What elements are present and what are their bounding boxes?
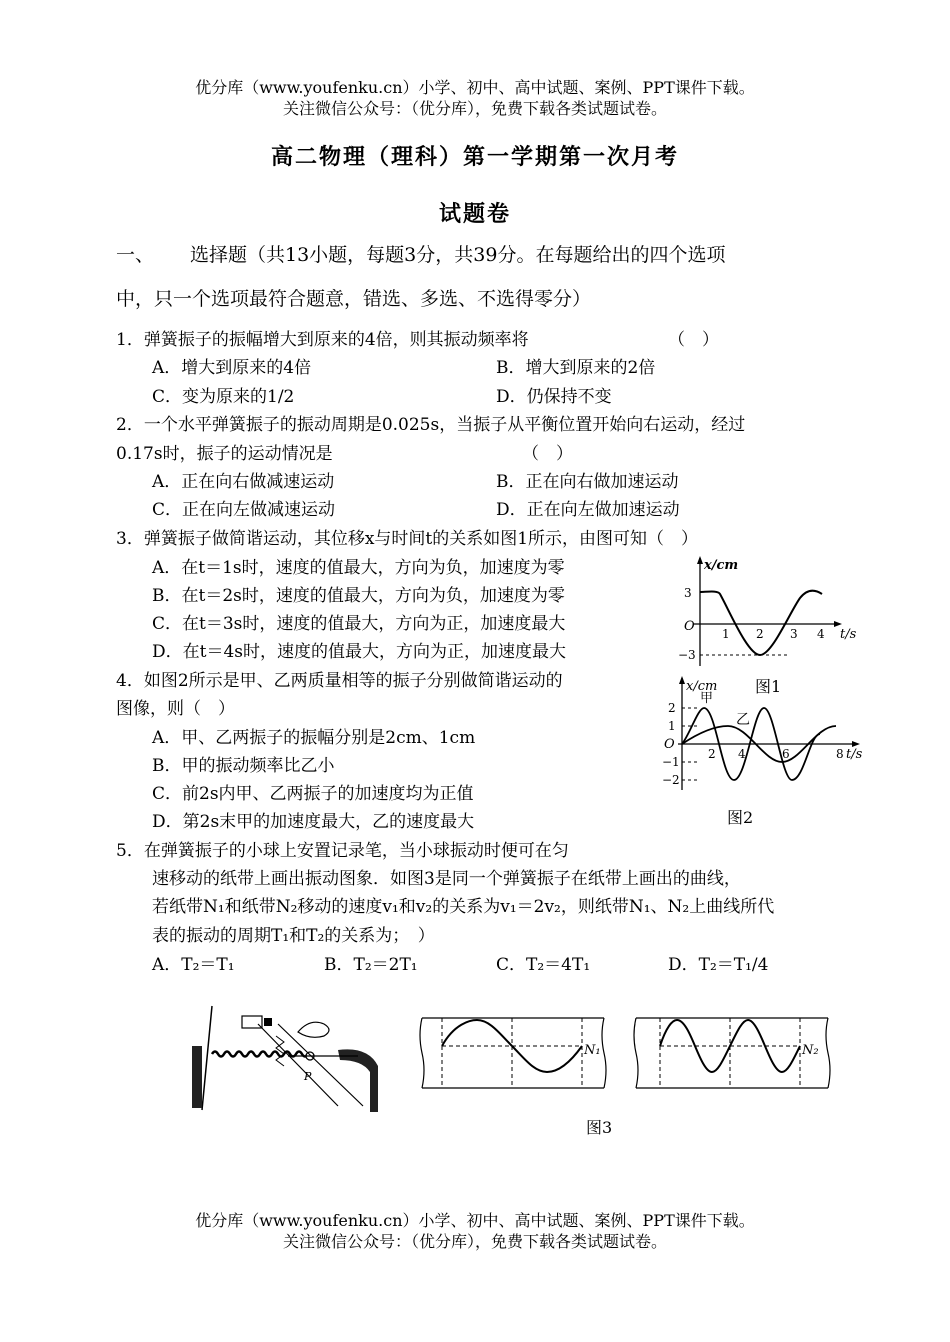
q4-option-a: A．甲、乙两振子的振幅分别是2cm、1cm <box>152 728 476 748</box>
paper-tape-edge-1 <box>258 1024 338 1106</box>
q4-option-d: D．第2s末甲的加速度最大，乙的速度最大 <box>152 812 475 832</box>
figure-3-caption: 图3 <box>586 1118 613 1137</box>
tape-n1-left-tear <box>420 1018 424 1088</box>
section-instructions-line-2: 中，只一个选项最符合题意，错选、多选、不选得零分） <box>116 288 592 310</box>
fig2-y-tick-2: 2 <box>668 701 676 715</box>
q5-option-c: C．T₂＝4T₁ <box>496 955 591 975</box>
exam-subtitle: 试题卷 <box>438 201 511 227</box>
q4-option-c: C．前2s内甲、乙两振子的加速度均为正值 <box>152 784 474 804</box>
q3-option-d: D．在t＝4s时，速度的值最大，方向为正，加速度最大 <box>152 642 567 662</box>
q5-stem-line-2: 速移动的纸带上画出振动图象．如图3是同一个弹簧振子在纸带上画出的曲线， <box>152 869 741 889</box>
q1-option-c: C．变为原来的1/2 <box>152 387 295 407</box>
exam-title: 高二物理（理科）第一学期第一次月考 <box>270 144 679 170</box>
q2-stem-line-2: 0.17s时，振子的运动情况是 <box>116 444 333 464</box>
fig1-x-tick-3: 3 <box>790 627 798 641</box>
q3-option-b: B．在t＝2s时，速度的值最大，方向为负，加速度为零 <box>152 586 565 606</box>
fig1-curve <box>700 591 822 655</box>
fig2-y-label: x/cm <box>686 679 718 694</box>
fig2-y-tick-1: 1 <box>668 719 676 733</box>
header-line-1: 优分库（www.youfenku.cn）小学、初中、高中试题、案例、PPT课件下载。 <box>195 78 755 97</box>
figure-1-graph <box>660 552 880 670</box>
section-instructions-line-1: 选择题（共13小题，每题3分，共39分。在每题给出的四个选项 <box>190 244 726 266</box>
q5-stem-line-3: 若纸带N₁和纸带N₂移动的速度v₁和v₂的关系为v₁＝2v₂，则纸带N₁、N₂上曲线所代 <box>152 897 775 917</box>
figure-3-apparatus <box>188 1004 400 1114</box>
q1-option-b: B．增大到原来的2倍 <box>496 358 656 378</box>
fig1-origin: O <box>684 619 695 634</box>
apparatus-left-stand <box>192 1046 202 1108</box>
fig1-x-label: t/s <box>840 627 857 642</box>
fig2-y-tick-neg1: −1 <box>662 755 680 769</box>
q2-option-a: A．正在向右做减速运动 <box>152 472 335 492</box>
figure-1-caption: 图1 <box>755 677 782 696</box>
q4-option-b: B．甲的振动频率比乙小 <box>152 756 335 776</box>
q4-stem-line-2: 图像，则（ ） <box>116 699 235 719</box>
q5-stem-line-1: 5．在弹簧振子的小球上安置记录笔，当小球振动时便可在匀 <box>116 841 569 861</box>
q5-option-a: A．T₂＝T₁ <box>152 955 235 975</box>
figure-3-tape-n1 <box>418 1014 608 1092</box>
apparatus-right-stand <box>338 1049 378 1112</box>
q3-option-c: C．在t＝3s时，速度的值最大，方向为正，加速度最大 <box>152 614 566 634</box>
tape-n2-label: N₂ <box>802 1043 819 1058</box>
fig1-y-arrow <box>697 556 703 564</box>
tape-n2-right-tear <box>826 1018 830 1088</box>
footer-line-2: 关注微信公众号：（优分库），免费下载各类试题试卷。 <box>282 1232 667 1251</box>
q5-option-d: D．T₂＝T₁/4 <box>668 955 769 975</box>
fig1-y-tick-3: 3 <box>684 586 692 600</box>
q2-answer-paren: （ ） <box>522 444 573 464</box>
q2-option-c: C．正在向左做减速运动 <box>152 500 336 520</box>
section-number: 一、 <box>116 244 155 266</box>
q2-option-d: D．正在向左做加速运动 <box>496 500 680 520</box>
fig1-x-tick-1: 1 <box>722 627 730 641</box>
q4-stem-line-1: 4．如图2所示是甲、乙两质量相等的振子分别做简谐运动的 <box>116 671 563 691</box>
fig2-origin: O <box>664 737 675 752</box>
fig1-x-tick-4: 4 <box>817 627 825 641</box>
fig2-x-tick-2: 2 <box>708 747 716 761</box>
fig2-x-tick-4: 4 <box>738 747 746 761</box>
tape-n1-label: N₁ <box>584 1043 601 1058</box>
q5-stem-line-4: 表的振动的周期T₁和T₂的关系为； ） <box>152 926 435 946</box>
fig2-y-tick-neg2: −2 <box>662 773 680 787</box>
fig2-y-arrow <box>679 676 685 684</box>
q1-stem: 1．弹簧振子的振幅增大到原来的4倍，则其振动频率将 <box>116 330 529 350</box>
figure-3-tape-n2 <box>632 1014 832 1092</box>
apparatus-hand <box>298 1022 329 1037</box>
apparatus-rod <box>202 1006 212 1110</box>
q2-option-b: B．正在向右做加速运动 <box>496 472 679 492</box>
q1-option-a: A．增大到原来的4倍 <box>152 358 312 378</box>
q3-option-a: A．在t＝1s时，速度的值最大，方向为负，加速度为零 <box>152 558 565 578</box>
fig1-y-tick-neg3: −3 <box>678 648 696 662</box>
q2-stem-line-1: 2．一个水平弹簧振子的振动周期是0.025s，当振子从平衡位置开始向右运动，经过 <box>116 415 746 435</box>
apparatus-motor <box>242 1016 262 1028</box>
tape-n1-right-tear <box>602 1018 606 1088</box>
q5-option-b: B．T₂＝2T₁ <box>324 955 418 975</box>
figure-2-caption: 图2 <box>727 808 754 827</box>
figure-2-graph <box>660 672 880 802</box>
apparatus-label-p: P <box>304 1070 312 1083</box>
q1-option-d: D．仍保持不变 <box>496 387 612 407</box>
fig2-x-tick-8: 8 <box>836 747 844 761</box>
header-line-2: 关注微信公众号：（优分库），免费下载各类试题试卷。 <box>282 99 667 118</box>
q1-answer-paren: （ ） <box>668 330 719 350</box>
fig2-x-tick-6: 6 <box>782 747 790 761</box>
fig1-y-label: x/cm <box>704 558 739 573</box>
tape-n2-left-tear <box>634 1018 638 1088</box>
apparatus-roller <box>264 1018 272 1026</box>
fig2-label-jia: 甲 <box>700 691 714 706</box>
q3-stem: 3．弹簧振子做简谐运动，其位移x与时间t的关系如图1所示，由图可知（ ） <box>116 529 699 549</box>
footer-line-1: 优分库（www.youfenku.cn）小学、初中、高中试题、案例、PPT课件下载。 <box>195 1211 755 1230</box>
fig2-label-yi: 乙 <box>736 712 750 728</box>
paper-tape-trace <box>276 1036 284 1066</box>
fig1-x-tick-2: 2 <box>756 627 764 641</box>
fig2-x-label: t/s <box>846 747 863 762</box>
